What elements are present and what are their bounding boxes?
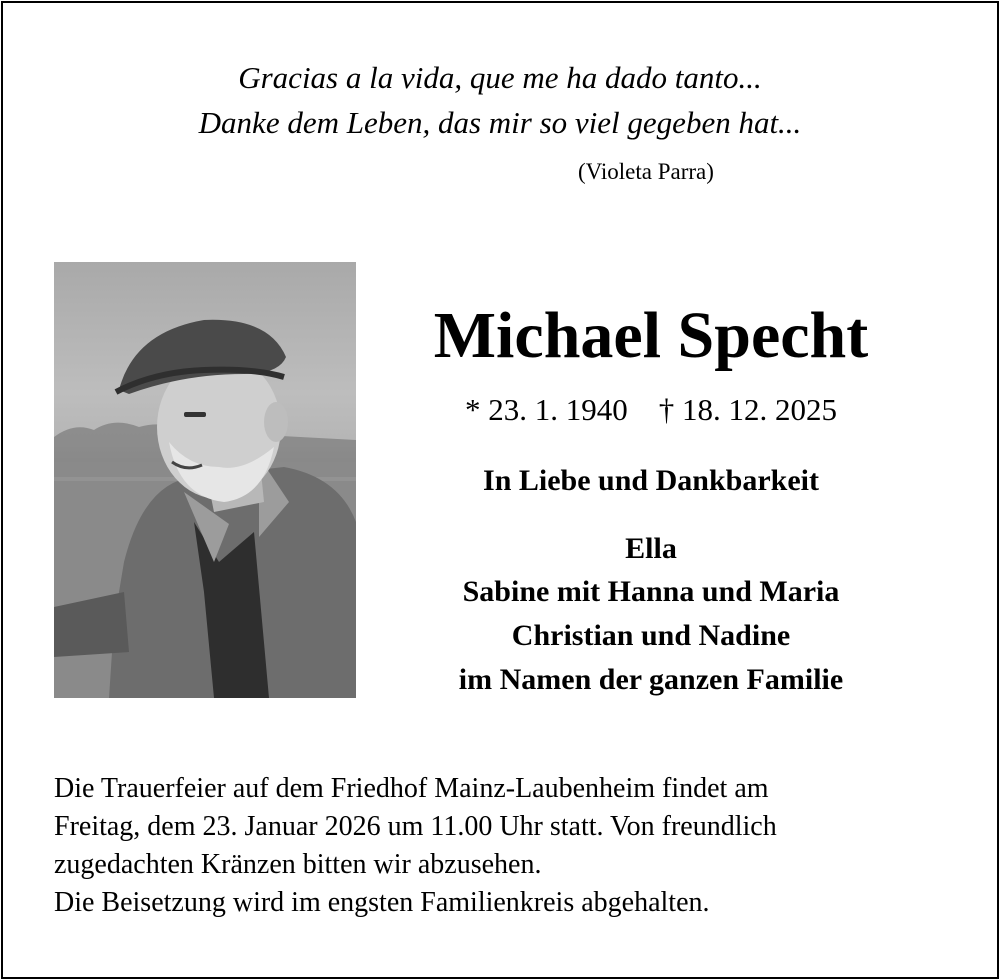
portrait-photo bbox=[54, 262, 356, 698]
quote-author: (Violeta Parra) bbox=[578, 159, 714, 184]
mourner-line: Christian und Nadine bbox=[511, 619, 791, 652]
mourner-line: Ella bbox=[625, 532, 677, 565]
portrait-illustration bbox=[54, 262, 356, 698]
funeral-info-line: Die Trauerfeier auf dem Friedhof Mainz-Laubenheim findet am bbox=[54, 773, 769, 804]
funeral-info-line: zugedachten Kränzen bitten wir abzusehen. bbox=[54, 849, 542, 880]
funeral-info-line: Die Beisetzung wird im engsten Familienkreis abgehalten. bbox=[54, 887, 710, 918]
dedication-line: In Liebe und Dankbarkeit bbox=[483, 464, 819, 497]
mourner-line: im Namen der ganzen Familie bbox=[458, 663, 844, 696]
mourner-line: Sabine mit Hanna und Maria bbox=[462, 575, 840, 608]
life-dates: * 23. 1. 1940 † 18. 12. 2025 bbox=[465, 392, 837, 427]
funeral-info-line: Freitag, dem 23. Januar 2026 um 11.00 Uhr statt. Von freundlich bbox=[54, 811, 777, 842]
quote-line-spanish: Gracias a la vida, que me ha dado tanto... bbox=[238, 60, 762, 95]
deceased-name: Michael Specht bbox=[433, 299, 869, 372]
funeral-info bbox=[54, 770, 974, 922]
quote-line-german: Danke dem Leben, das mir so viel gegeben hat... bbox=[198, 105, 802, 140]
